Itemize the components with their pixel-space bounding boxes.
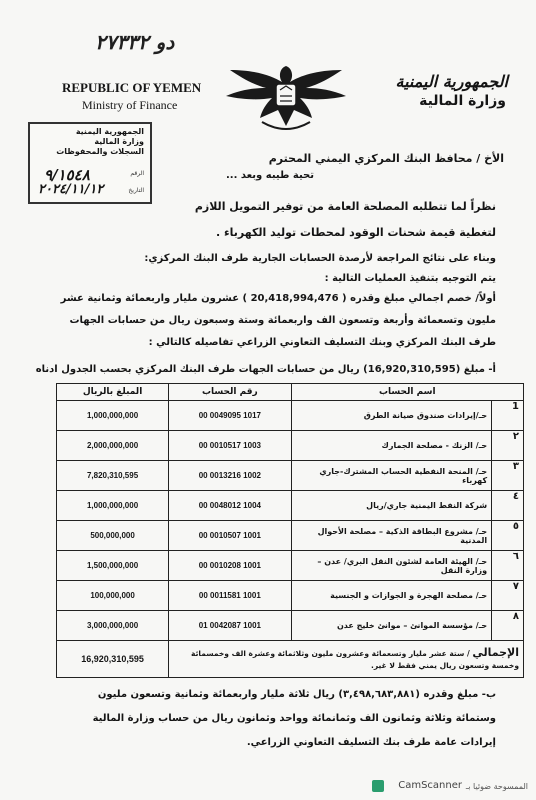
table-row — [57, 401, 524, 431]
account-name: حـ/ مؤسسة الموانئ – موانئ خليج عدن — [291, 611, 492, 641]
row-number: ٣ — [492, 461, 524, 491]
stamp-date: ٢٠٢٤/١١/١٢ — [38, 182, 104, 197]
row-number: ٨ — [492, 611, 524, 641]
account-number: 00 0010517 1003 — [169, 431, 291, 461]
table-row — [57, 581, 524, 611]
republic-name-arabic: الجمهورية اليمنية — [395, 72, 508, 91]
table-row — [57, 611, 524, 641]
stamp-line-3: السجلات والمحفوظات — [56, 147, 144, 156]
account-amount: 3,000,000,000 — [57, 611, 169, 641]
paragraph-6: مليون وتسعمائة وأربعة وتسعون الف واربعمائة وستة وسبعون ريال من حسابات الجهات — [69, 315, 496, 326]
table-row — [57, 491, 524, 521]
account-number: 01 0042087 1001 — [169, 611, 291, 641]
account-name: حـ/إيرادات صندوق صيانة الطرق — [291, 401, 492, 431]
republic-name-english: REPUBLIC OF YEMEN — [62, 80, 202, 95]
greeting: تحية طيبه وبعد ... — [226, 170, 314, 181]
table-total-row — [57, 641, 524, 678]
paragraph-7: طرف البنك المركزي وبنك التسليف التعاوني الزراعي تفاصيله كالتالي : — [148, 337, 496, 348]
table-row — [57, 431, 524, 461]
paragraph-4: يتم التوجيه بتنفيذ العمليات التالية : — [324, 273, 496, 284]
account-name: حـ/ مصلحة الهجرة و الجوازات و الجنسية — [291, 581, 492, 611]
table-row — [57, 521, 524, 551]
column-header-account: رقم الحساب — [169, 384, 291, 401]
account-number: 00 0010507 1001 — [169, 521, 291, 551]
paragraph-1: نظراً لما تتطلبه المصلحة العامة من توفير التمويل اللازم — [194, 200, 496, 213]
section-b-line-3: إيرادات عامة طرف بنك التسليف التعاوني الزراعي. — [246, 737, 496, 748]
registry-stamp — [28, 122, 152, 204]
row-number: ٦ — [492, 551, 524, 581]
yemen-eagle-emblem-icon — [222, 56, 350, 134]
total-in-words-cell — [169, 641, 524, 678]
stamp-line-1: الجمهورية اليمنية — [75, 127, 144, 136]
reference-number: دو ٢٧٣٣٢ — [95, 30, 175, 54]
stamp-number: ٩/١٥٤٨ — [44, 166, 90, 184]
account-amount: 1,000,000,000 — [57, 401, 169, 431]
section-a-heading: أ- مبلغ (16,920,310,595) ريال من حسابات الجهات طرف البنك المركزي بحسب الجدول ادناه — [35, 364, 496, 375]
account-amount: 7,820,310,595 — [57, 461, 169, 491]
total-amount: 16,920,310,595 — [57, 641, 169, 678]
account-number: 00 0011581 1001 — [169, 581, 291, 611]
ministry-name-arabic: وزارة المالية — [419, 93, 506, 109]
account-name: حـ/ الزنك - مصلحة الجمارك — [291, 431, 492, 461]
account-amount: 100,000,000 — [57, 581, 169, 611]
camscanner-logo-icon — [372, 780, 384, 792]
account-name: حـ/ المنحة النفطية الحساب المشترك-جاري كهرباء — [291, 461, 492, 491]
account-number: 00 0049095 1017 — [169, 401, 291, 431]
total-in-words: / ستة عشر مليار وتسعمائة وعشرون مليون وثلاثمائة وعشرة الف وخمسمائة وخمسة وتسعون ريال يمني فقط لا غير. — [191, 648, 519, 670]
paragraph-2: لتغطية قيمة شحنات الوقود لمحطات توليد الكهرباء . — [215, 226, 496, 239]
stamp-line-2: وزارة المالية — [94, 137, 144, 146]
column-header-amount: المبلغ بالريال — [57, 384, 169, 401]
row-number: ٢ — [492, 431, 524, 461]
paragraph-5: أولاً/ خصم اجمالي مبلغ وقدره ( 20,418,994,476 ) عشرون مليار واربعمائة وثمانية عشر — [60, 293, 496, 304]
scanned-with-label: الممسوحة ضوئيا بـ — [465, 782, 528, 791]
account-number: 00 0013216 1002 — [169, 461, 291, 491]
row-number: ٤ — [492, 491, 524, 521]
account-name: حـ/ مشروع البطاقة الذكية – مصلحة الأحوال المدنية — [291, 521, 492, 551]
paragraph-3: وبناء على نتائج المراجعة لأرصدة الحسابات الجارية طرف البنك المركزي: — [144, 253, 496, 264]
account-number: 00 0048012 1004 — [169, 491, 291, 521]
stamp-date-label: التاريخ — [128, 187, 144, 194]
account-name: حـ/ الهيئة العامة لشئون النقل البري/ عدن – وزارة النقل — [291, 551, 492, 581]
camscanner-watermark: CamScanner — [398, 780, 462, 791]
accounts-table — [56, 383, 524, 678]
table-row — [57, 551, 524, 581]
stamp-number-label: الرقم — [130, 170, 144, 177]
table-row — [57, 461, 524, 491]
ministry-name-english: Ministry of Finance — [82, 98, 178, 112]
account-amount: 1,000,000,000 — [57, 491, 169, 521]
account-amount: 2,000,000,000 — [57, 431, 169, 461]
total-label: الإجمالي — [472, 645, 519, 659]
account-amount: 500,000,000 — [57, 521, 169, 551]
account-number: 00 0010208 1001 — [169, 551, 291, 581]
row-number: ٥ — [492, 521, 524, 551]
account-name: شركة النفط اليمنية جاري/ريال — [291, 491, 492, 521]
column-header-name: اسم الحساب — [291, 384, 523, 401]
table-header-row — [57, 384, 524, 401]
recipient-line: الأخ / محافظ البنك المركزي اليمني المحترم — [268, 152, 504, 165]
section-b-line-1: ب- مبلغ وقدره (٣,٤٩٨,٦٨٣,٨٨١) ريال ثلاثة مليار واربعمائة وثمانية وتسعون مليون — [97, 689, 496, 700]
row-number: 1 — [492, 401, 524, 431]
section-b-line-2: وستمائة وثلاثة وثمانون الف وثمانمائة وواحد وثمانون ريال من حساب وزارة المالية — [92, 713, 496, 724]
row-number: ٧ — [492, 581, 524, 611]
account-amount: 1,500,000,000 — [57, 551, 169, 581]
